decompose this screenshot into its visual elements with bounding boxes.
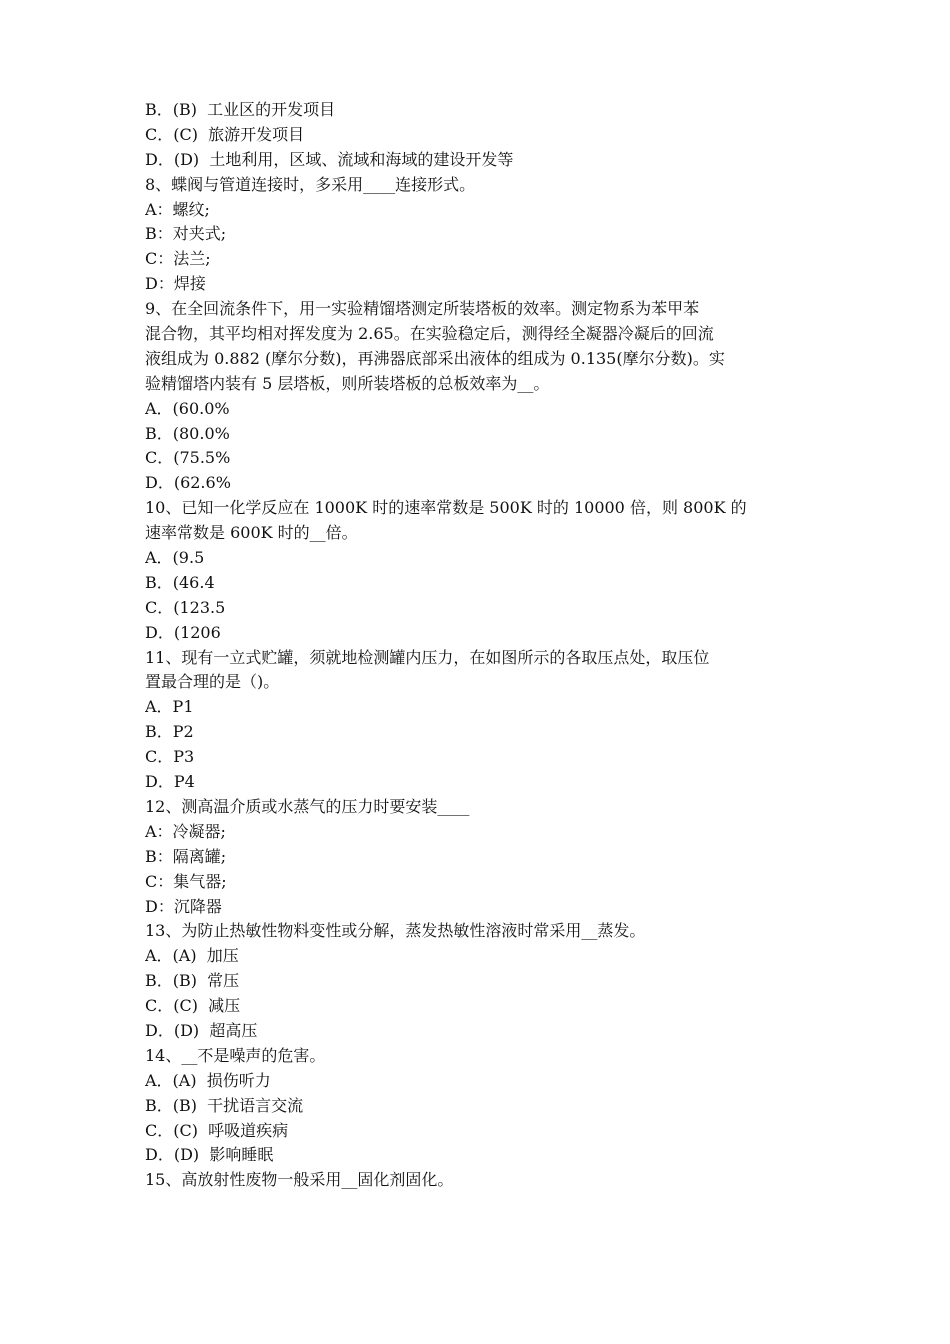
text-line: D．(D) 土地利用，区域、流域和海域的建设开发等 xyxy=(145,149,514,169)
text-line: B．(B) 工业区的开发项目 xyxy=(145,100,336,119)
option-line: B．(46.4 xyxy=(145,572,215,592)
option-line: D．(D) 影响睡眠 xyxy=(145,1145,274,1165)
text-line: 验精馏塔内装有 5 层塔板，则所装塔板的总板效率为__。 xyxy=(145,373,550,393)
option-line: A．(9.5 xyxy=(145,548,205,568)
question-11: 11、现有一立式贮罐，须就地检测罐内压力，在如图所示的各取压点处，取压位 xyxy=(145,647,710,667)
question-8: 8、蝶阀与管道连接时，多采用____连接形式。 xyxy=(145,174,476,194)
question-14: 14、__不是噪声的危害。 xyxy=(145,1045,326,1065)
option-line: D．(62.6% xyxy=(145,473,231,493)
option-line: B：隔离罐; xyxy=(145,846,227,866)
option-line: B．(80.0% xyxy=(145,423,230,443)
option-line: B．(B) 常压 xyxy=(145,971,240,991)
option-line: B：对夹式; xyxy=(145,224,227,244)
document-body xyxy=(145,98,825,1193)
option-line: C．P3 xyxy=(145,747,195,767)
option-line: C：集气器; xyxy=(145,871,227,891)
option-line: A：冷凝器; xyxy=(145,821,226,841)
option-line: A．P1 xyxy=(145,697,194,717)
option-line: B．P2 xyxy=(145,722,194,742)
text-line: 置最合理的是（)。 xyxy=(145,672,280,692)
option-line: B．(B) 干扰语言交流 xyxy=(145,1095,304,1115)
option-line: A：螺纹; xyxy=(145,199,210,219)
option-line: D：沉降器 xyxy=(145,896,222,916)
text-line: 液组成为 0.882 (摩尔分数)，再沸器底部采出液体的组成为 0.135(摩尔分数)。实 xyxy=(145,348,725,368)
option-line: D．(1206 xyxy=(145,622,221,642)
question-15: 15、高放射性废物一般采用__固化剂固化。 xyxy=(145,1170,454,1190)
option-line: C．(C) 减压 xyxy=(145,996,241,1016)
text-line: 混合物，其平均相对挥发度为 2.65。在实验稳定后，测得经全凝器冷凝后的回流 xyxy=(145,324,714,344)
option-line: D：焊接 xyxy=(145,274,206,294)
text-line: C．(C) 旅游开发项目 xyxy=(145,124,305,144)
option-line: A．(A) 损伤听力 xyxy=(145,1070,271,1090)
option-line: A．(60.0% xyxy=(145,398,230,418)
text-line: 速率常数是 600K 时的__倍。 xyxy=(145,523,358,543)
option-line: D．P4 xyxy=(145,772,195,792)
question-9: 9、在全回流条件下，用一实验精馏塔测定所装塔板的效率。测定物系为苯甲苯 xyxy=(145,299,700,319)
question-12: 12、测高温介质或水蒸气的压力时要安装____ xyxy=(145,796,470,816)
option-line: C．(75.5% xyxy=(145,448,231,468)
question-13: 13、为防止热敏性物料变性或分解，蒸发热敏性溶液时常采用__蒸发。 xyxy=(145,921,646,941)
option-line: A．(A) 加压 xyxy=(145,946,239,966)
question-10: 10、已知一化学反应在 1000K 时的速率常数是 500K 时的 10000 倍，则 800K 的 xyxy=(145,498,747,518)
option-line: C：法兰; xyxy=(145,249,211,269)
option-line: D．(D) 超高压 xyxy=(145,1020,258,1040)
option-line: C．(123.5 xyxy=(145,597,226,617)
option-line: C．(C) 呼吸道疾病 xyxy=(145,1120,289,1140)
